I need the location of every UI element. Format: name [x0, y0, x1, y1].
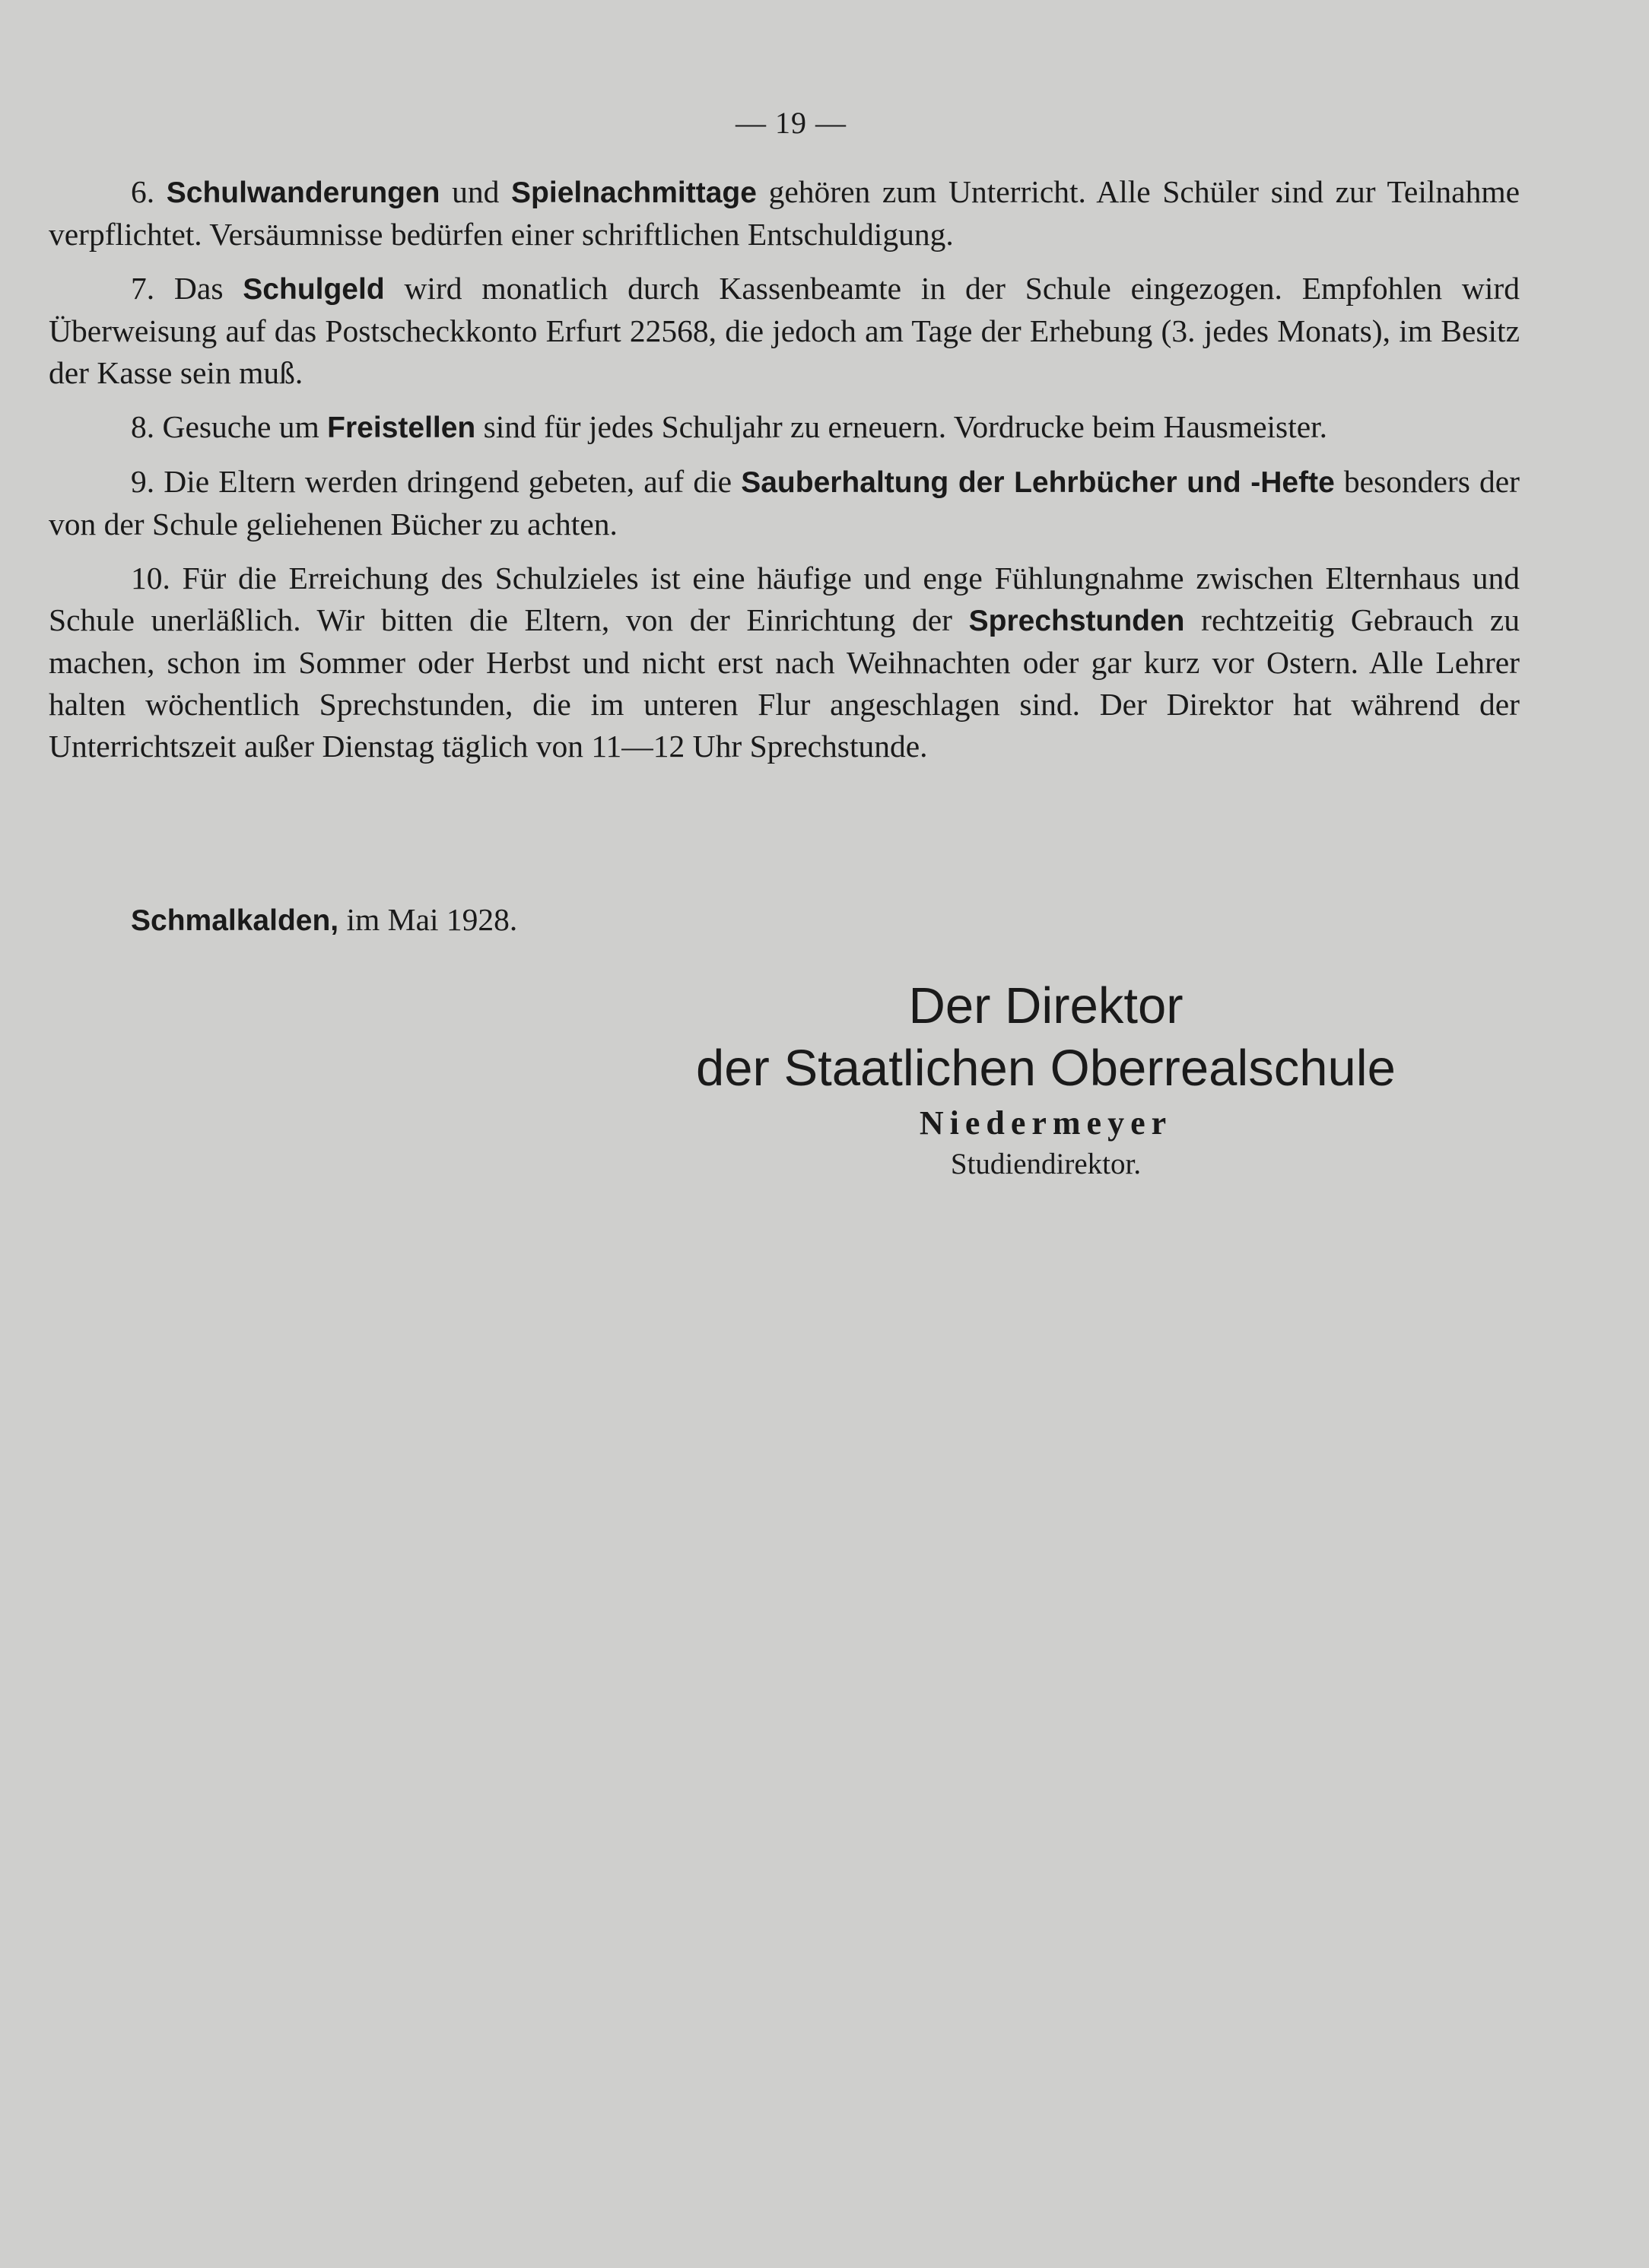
- place-date: [131, 901, 517, 938]
- paragraph-text: 8. Gesuche um: [131, 409, 328, 444]
- emphasis-text: Sprechstunden: [968, 605, 1185, 637]
- paragraph-text: 10. Für die Erreichung des Schulzieles ist eine häufige und enge Fühlungnahme zwischen Elternhaus und Schule unerläßlich. Wir bitten die Eltern, von der Einrichtung der: [49, 561, 1520, 637]
- paragraph-text: 6.: [131, 174, 167, 209]
- paragraph-text: 7. Das: [131, 271, 243, 306]
- signature-institution: der Staatlichen Oberrealschule: [696, 1040, 1396, 1097]
- paragraph-text: besonders der von der Schule geliehenen Bücher zu achten.: [49, 464, 1520, 542]
- paragraph-8: [49, 406, 1520, 449]
- paragraph-6: [49, 171, 1520, 256]
- date-text: im Mai 1928.: [338, 902, 518, 937]
- paragraph-7: [49, 268, 1520, 394]
- page-number: — 19 —: [736, 106, 847, 140]
- paragraph-text: und: [440, 174, 512, 209]
- paragraph-text: sind für jedes Schuljahr zu erneuern. Vordrucke beim Hausmeister.: [475, 409, 1328, 444]
- body-text: [49, 171, 1520, 780]
- emphasis-text: Schulgeld: [243, 273, 385, 306]
- signature-name: Niedermeyer: [919, 1104, 1173, 1142]
- emphasis-text: Freistellen: [327, 411, 476, 444]
- paragraph-text: 9. Die Eltern werden dringend gebeten, auf die: [131, 464, 742, 499]
- signature-title: Studiendirektor.: [950, 1148, 1142, 1180]
- signature-block: [639, 975, 1453, 1183]
- place-name: Schmalkalden,: [131, 904, 339, 937]
- paragraph-10: [49, 557, 1520, 767]
- paragraph-text: gehören zum Unterricht. Alle Schüler sind zur Teilnahme verpflichtet. Versäumnisse bedürfen einer schriftlichen Entschuldigung.: [49, 174, 1520, 252]
- emphasis-text: Schulwanderungen: [166, 176, 440, 209]
- emphasis-text: Spielnachmittage: [511, 176, 757, 209]
- paragraph-text: wird monatlich durch Kassenbeamte in der Schule eingezogen. Empfohlen wird Überweisung auf das Postscheckkonto Erfurt 22568, die jedoch am Tage der Erhebung (3. jedes Monats), im Besitz der Kasse sein muß.: [49, 271, 1520, 390]
- paragraph-text: rechtzeitig Gebrauch zu machen, schon im Sommer oder Herbst und nicht erst nach Weihnachten oder gar kurz vor Ostern. Alle Lehrer halten wöchentlich Sprechstunden, die im unteren Flur angeschlagen sind. Der Direktor hat während der Unterrichtszeit außer Dienstag täglich von 11—12 Uhr Sprechstunde.: [49, 602, 1520, 764]
- emphasis-text: Sauberhaltung der Lehrbücher und -Hefte: [741, 466, 1335, 499]
- paragraph-9: [49, 461, 1520, 545]
- signature-role: Der Direktor: [908, 977, 1184, 1034]
